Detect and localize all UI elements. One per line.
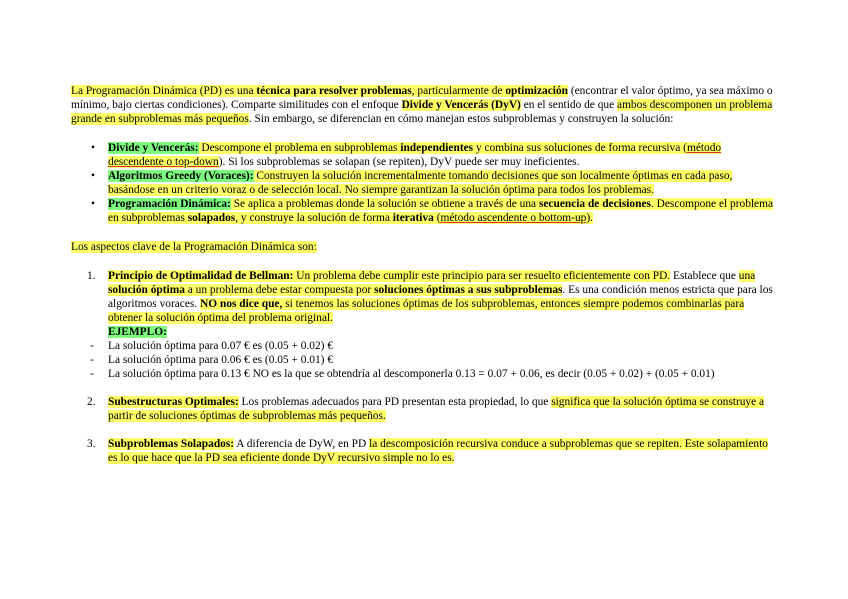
intro-bold-technique: técnica para resolver problemas xyxy=(256,85,412,97)
example-item: - La solución óptima para 0.06 € es (0.05 + 0.01) € xyxy=(90,353,777,367)
item-text: Establece que xyxy=(670,270,739,282)
list-item-greedy xyxy=(71,169,777,197)
intro-bold-optimization: optimización xyxy=(505,85,568,97)
item-highlight: significa que la solución óptima se construye a partir de soluciones óptimas de subproblemas más pequeños. xyxy=(108,396,765,422)
bullet-underlined: método descendente o top-down xyxy=(108,142,722,168)
item-label: Subestructuras Optimales: xyxy=(108,396,239,408)
item-text: A diferencia de DyW, en PD xyxy=(234,438,370,450)
item-bold: solución óptima xyxy=(108,284,185,296)
example-item: - La solución óptima para 0.13 € NO es la que se obtendría al descomponerla 0.13 = 0.07 + 0.06, es decir (0.05 + 0.02) + (0.05 + 0.01) xyxy=(90,367,777,381)
example-heading xyxy=(108,325,777,339)
item-label: Principio de Optimalidad de Bellman: xyxy=(108,270,294,282)
approach-list xyxy=(71,141,777,225)
list-item-divide-venceras xyxy=(71,141,777,169)
bullet-text: ). Si los subproblemas se solapan (se repiten), DyV puede ser muy ineficientes. xyxy=(218,156,580,168)
bullet-text: Construyen la solución incrementalmente tomando decisiones que son localmente óptimas en cada paso, basándose en un criterio voraz o de selección local. No siempre garantizan la solución óptima para todos los problemas. xyxy=(108,170,733,196)
bullet-text: y combina sus soluciones de forma recursiva ( xyxy=(473,142,687,154)
bullet-label: Programación Dinámica: xyxy=(108,198,231,210)
aspects-title-text: Los aspectos clave de la Programación Dinámica son: xyxy=(71,241,317,253)
bullet-bold: iterativa xyxy=(392,212,434,224)
item-number: 3. xyxy=(87,438,96,450)
bullet-bold: secuencia de decisiones xyxy=(538,198,651,210)
bullet-text: ). xyxy=(586,212,593,224)
bullet-text: , y construye la solución de forma xyxy=(235,212,393,224)
item-text: si tenemos las soluciones óptimas de los subproblemas, entonces siempre podemos combinarlas para obtener la solución óptima del problema original. xyxy=(108,298,745,324)
intro-bold-dyv: Divide y Vencerás (DyV) xyxy=(401,99,521,111)
item-text: Un problema debe cumplir este principio para ser resuelto eficientemente con PD. xyxy=(293,270,671,282)
bullet-text: Descompone el problema en subproblemas xyxy=(198,142,401,154)
item-highlight: la descomposición recursiva conduce a subproblemas que se repiten xyxy=(369,438,680,450)
intro-highlight: ambos descomponen un problema grande en subproblemas más pequeños xyxy=(71,99,773,125)
item-text: . Este solapamiento es lo que hace que la PD sea eficiente donde DyV recursivo simple no lo es. xyxy=(108,438,768,464)
item-text: a un problema debe estar compuesta por xyxy=(184,284,375,296)
document-page xyxy=(71,84,777,479)
list-item-solapados xyxy=(71,437,777,465)
intro-text: La Programación Dinámica (PD) es una xyxy=(71,85,257,97)
example-item: - La solución óptima para 0.07 € es (0.05 + 0.02) € xyxy=(90,339,777,353)
bullet-label: Divide y Vencerás: xyxy=(108,142,199,154)
list-item-bellman xyxy=(71,269,777,381)
item-label: Subproblemas Solapados: xyxy=(108,438,235,450)
intro-text: . Sin embargo, se diferencian en cómo manejan estos subproblemas y construyen la solución: xyxy=(248,113,674,125)
example-block xyxy=(90,339,777,381)
aspects-list xyxy=(71,269,777,465)
bullet-text: . Descompone el problema en subproblemas xyxy=(108,198,774,224)
example-list xyxy=(90,339,777,381)
example-label: EJEMPLO: xyxy=(108,326,167,338)
intro-paragraph xyxy=(71,84,777,126)
intro-text: (encontrar el valor óptimo, ya sea máximo o mínimo, bajo ciertas condiciones). Comparte similitudes con el enfoque xyxy=(71,85,773,111)
bullet-text: Se aplica a problemas donde la solución se obtiene a través de una xyxy=(230,198,539,210)
intro-text: en el sentido de que xyxy=(520,99,618,111)
list-item-subestructuras xyxy=(71,395,777,423)
bullet-text: ( xyxy=(433,212,441,224)
item-text: Los problemas adecuados para PD presentan esta propiedad, lo que xyxy=(238,396,552,408)
item-text: . Es una condición menos estricta que para los algoritmos voraces. xyxy=(108,284,773,310)
intro-text: , particularmente de xyxy=(411,85,506,97)
item-text: una xyxy=(738,270,756,282)
item-bold: soluciones óptimas a sus subproblemas xyxy=(374,284,563,296)
item-number: 2. xyxy=(87,396,96,408)
aspects-title xyxy=(71,240,777,254)
bullet-bold: independientes xyxy=(400,142,474,154)
list-item-programacion-dinamica xyxy=(71,197,777,225)
bullet-underlined: método ascendente o bottom-up xyxy=(440,212,587,224)
item-number: 1. xyxy=(87,270,96,282)
bullet-label: Algoritmos Greedy (Voraces): xyxy=(108,170,254,182)
bullet-bold: solapados xyxy=(187,212,236,224)
item-bold: NO nos dice que, xyxy=(200,298,283,310)
